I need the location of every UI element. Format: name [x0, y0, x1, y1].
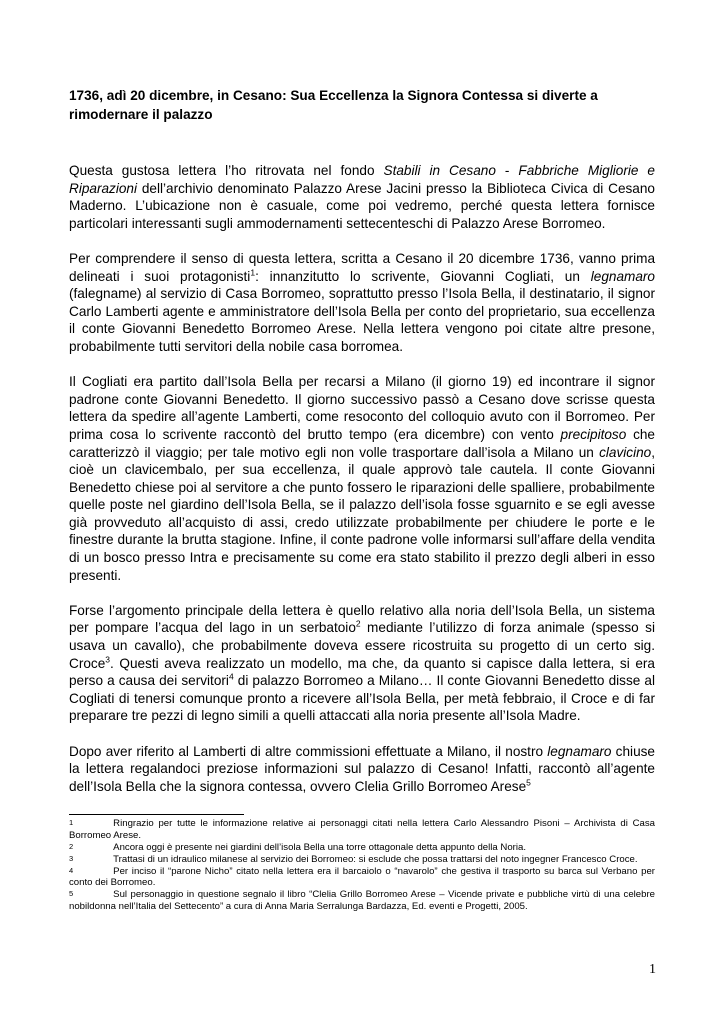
p4-text-c: . Questi aveva realizzato un modello, ma che, da quanto si capisce dalla lettera, si era perso a causa dei servitori: [69, 655, 655, 689]
footnote-3: [69, 854, 655, 866]
footnote-2: [69, 842, 655, 854]
footnotes-section: [69, 814, 655, 913]
footnote-4: [69, 866, 655, 889]
p3-italic-clavicino: clavicino: [599, 444, 652, 460]
p3-italic-precipitoso: precipitoso: [560, 426, 627, 442]
paragraph-1: [69, 162, 655, 232]
p3-text-c: che caratterizzò il viaggio; per tale motivo egli non volle trasportare dall’isola a Milano un: [69, 426, 655, 460]
footnote-text: Ringrazio per tutte le informazione relative ai personaggi citati nella lettera Carlo Alessandro Pisoni – Archivista di Casa Borromeo Arese.: [69, 818, 655, 841]
p4-text-a: Forse l’argomento principale della lettera è quello relativo alla noria dell’Isola Bella, un sistema per pompare l’acqua del lago in un serbatoio: [69, 602, 655, 636]
paragraph-5: [69, 743, 655, 796]
p1-text-c: -: [495, 163, 519, 178]
footnote-5: [69, 889, 655, 912]
p1-text-a: Questa gustosa lettera l’ho ritrovata nel fondo: [69, 163, 384, 178]
paragraph-3: [69, 373, 655, 584]
p5-italic-legnamaro: legnamaro: [547, 743, 612, 759]
footnote-ref-2[interactable]: 2: [355, 618, 361, 629]
footnote-number: 4: [69, 865, 74, 875]
p4-text-b: mediante l’utilizzo di forza animale (spesso si usava un cavallo), che probabilmente doveva essere ricostruita su progetto di un certo sig. Croce: [69, 620, 655, 671]
p4-text-d: di palazzo Borromeo a Milano… Il conte Giovanni Benedetto disse al Cogliati di tenersi comunque pronto a ricevere all’Isola Bella, per metà febbraio, il Croce e di far preparare tre pezzi di legno simili a quelli attaccati alla noria presente all’Isola Madre.: [69, 673, 655, 724]
p2-text-b: : innanzitutto lo scrivente, Giovanni Cogliati, un: [255, 268, 591, 284]
paragraph-2: [69, 250, 655, 356]
footnote-text: Sul personaggio in questione segnalo il libro “Clelia Grillo Borromeo Arese – Vicende private e pubbliche virtù di una celebre nobildonna nell’Italia del Settecento” a cura di Anna Maria Serralunga Bardazza, Ed. eventi e Progetti, 2005.: [69, 889, 655, 912]
p3-text-e: , cioè un clavicembalo, per sua eccellenza, il quale approvò tale cautela. Il conte Giovanni Benedetto chiese poi al servitore a che punto fossero le riparazioni delle spalliere, probabilmente quelle poste nel giardino dell’Isola Bella, se il palazzo dell’isola fosse sguarnito e se egli avesse già provveduto all’acquisto di assi, credo utilizzate probabilmente per chiudere le porte e le finestre durante la brutta stagione. Infine, il conte padrone volle informarsi sull’affare della vendita di un bosco presso Intra e precisamente su come era stato stabilito il prezzo degli alberi in esso presenti.: [69, 444, 655, 583]
footnote-ref-1[interactable]: 1: [250, 267, 256, 278]
p2-text-d: (falegname) al servizio di Casa Borromeo, soprattutto presso l’Isola Bella, il destinatario, il signor Carlo Lamberti agente e amministratore dell’Isola Bella per conto del proprietario, sua eccellenza il conte Giovanni Benedetto Borromeo Arese. Nella lettera vengono poi citate altre presone, probabilmente tutti servitori della nobile casa borromea.: [69, 286, 655, 354]
footnote-number: 3: [69, 853, 74, 863]
p1-italic-series: Fabbriche Migliorie e Riparazioni: [69, 163, 655, 196]
p1-italic-fund: Stabili in Cesano: [383, 163, 496, 178]
footnote-text: Per inciso il “parone Nicho” citato nella lettera era il barcaiolo o “navarolo” che gestiva il trasporto su barca sul Verbano per conto dei Borromeo.: [69, 865, 655, 888]
footnote-1: [69, 818, 655, 841]
footnote-separator: [69, 814, 244, 815]
footnote-number: 2: [69, 841, 74, 851]
document-body: [69, 86, 655, 813]
page-number: 1: [649, 962, 656, 977]
p3-text-a: Il Cogliati era partito dall’Isola Bella per recarsi a Milano (il giorno 19) ed incontrare il signor padrone conte Giovanni Benedetto. Il giorno successivo passò a Cesano dove scrisse questa lettera da spedire all’agente Lamberti, come resoconto del colloquio avuto con il Borromeo. Per prima cosa lo scrivente raccontò del brutto tempo (era dicembre) con vento: [69, 374, 655, 442]
paragraph-4: [69, 602, 655, 725]
footnote-ref-4[interactable]: 4: [228, 671, 234, 682]
footnote-text: Ancora oggi è presente nei giardini dell’isola Bella una torre ottagonale detta appunto della Noria.: [113, 841, 526, 853]
p5-text-a: Dopo aver riferito al Lamberti di altre commissioni effettuate a Milano, il nostro: [69, 743, 548, 759]
footnote-number: 5: [69, 889, 74, 898]
footnote-ref-3[interactable]: 3: [105, 654, 110, 665]
p5-text-c: chiuse la lettera regalandoci preziose informazioni sul palazzo di Cesano! Infatti, raccontò all’agente dell’Isola Bella che la signora contessa, ovvero Clelia Grillo Borromeo Arese: [69, 743, 655, 794]
footnote-text: Trattasi di un idraulico milanese al servizio dei Borromeo: si esclude che possa trattarsi del noto ingegner Francesco Croce.: [113, 853, 638, 865]
p2-text-a: Per comprendere il senso di questa lettera, scritta a Cesano il 20 dicembre 1736, vanno prima delineati i suoi protagonisti: [69, 250, 655, 284]
document-title: 1736, adì 20 dicembre, in Cesano: Sua Eccellenza la Signora Contessa si diverte a rimodernare il palazzo: [69, 88, 598, 122]
p2-italic-legnamaro: legnamaro: [590, 268, 655, 284]
footnote-ref-5[interactable]: 5: [526, 777, 531, 788]
footnote-number: 1: [69, 818, 74, 827]
p1-text-e: dell’archivio denominato Palazzo Arese Jacini presso la Biblioteca Civica di Cesano Maderno. L’ubicazione non è casuale, come poi vedremo, perché questa lettera fornisce particolari interessanti sugli ammodernamenti settecenteschi di Palazzo Arese Borromeo.: [69, 180, 655, 231]
